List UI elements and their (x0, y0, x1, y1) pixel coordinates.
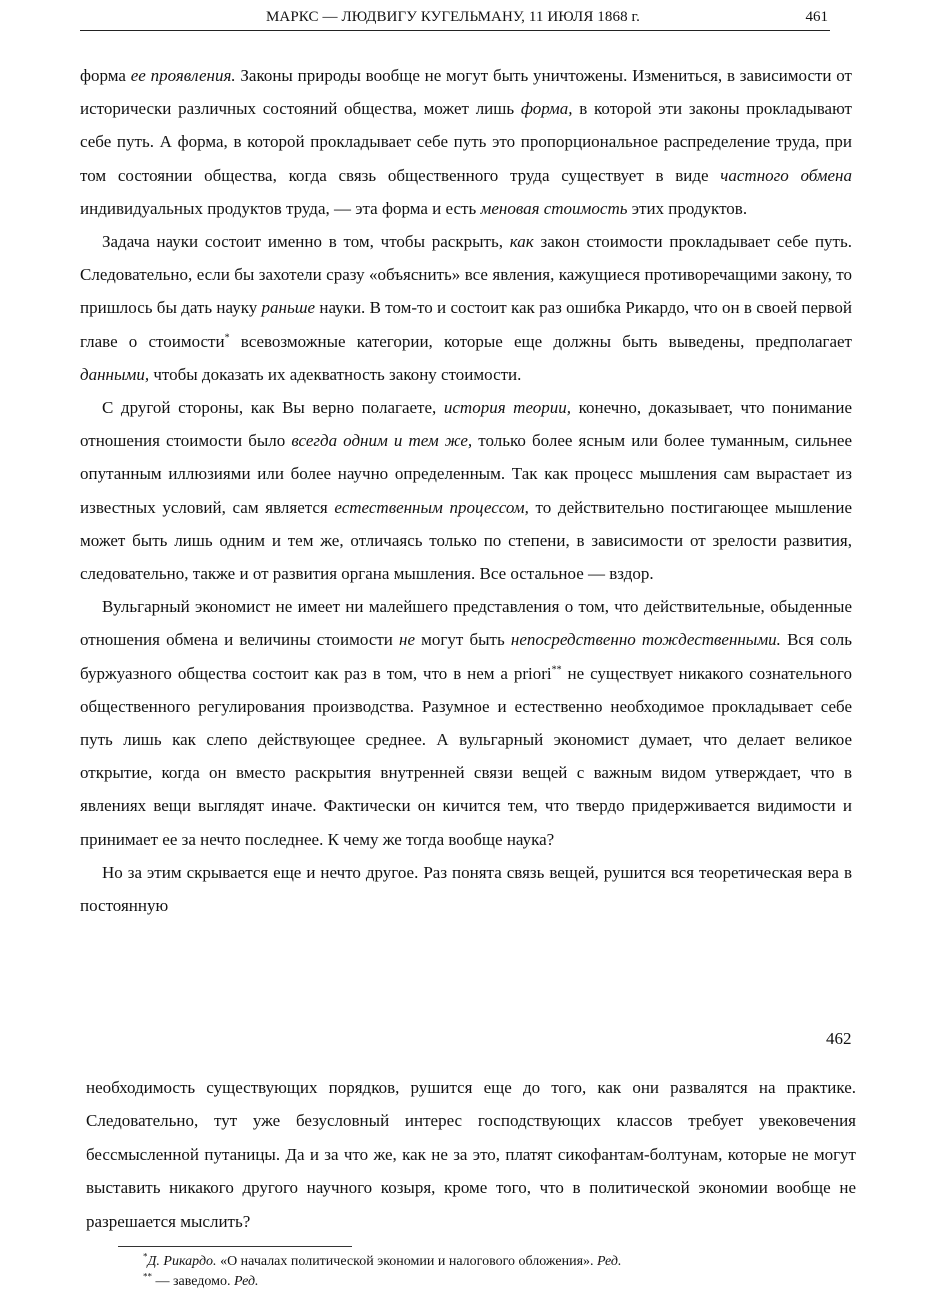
footnote-2 (143, 1272, 622, 1292)
editor-mark: Ред. (234, 1274, 259, 1289)
emphasis: естественным процессом, (334, 497, 529, 517)
text-run: всевозможные категории, которые еще должны быть выведены, предполагает (229, 331, 852, 351)
text-run: С другой стороны, как Вы верно полагаете, (102, 398, 444, 418)
emphasis: как (509, 232, 534, 252)
text-run: Вульгарный экономист не имеет ни малейшего представления о том, что действительные, обыденные отношения обмена и величины стоимости (80, 597, 852, 650)
footnote-text: — заведомо. (152, 1274, 235, 1289)
paragraph-4 (80, 590, 852, 856)
running-title: МАРКС — ЛЮДВИГУ КУГЕЛЬМАНУ, 11 ИЮЛЯ 1868 г. (266, 9, 640, 25)
text-run: необходимость существующих порядков, рушится еще до того, как они развалятся на практике. Следовательно, тут уже безусловный интерес господствующих классов требует увековечения бессмысленной путаницы. Да и за что же, как не за это, платят сикофантам-болтунам, которые не могут выставить никакого другого научного козыря, кроме того, что в политической экономии вообще не разрешается мыслить? (86, 1078, 856, 1231)
editor-mark: Ред. (597, 1254, 622, 1269)
continued-text (86, 1071, 856, 1238)
text-run: в которой эти законы прокладывают себе путь. А форма, в которой прокладывает себе путь это пропорциональное распределение труда, при том состоянии общества, когда связь общественного труда существует в виде (80, 99, 852, 185)
emphasis: меновая стоимость (480, 198, 628, 218)
emphasis: непосредственно тождественными. (510, 630, 781, 650)
page-number: 461 (805, 9, 828, 25)
paragraph-1 (80, 59, 852, 225)
footnote-mark: ** (143, 1271, 152, 1282)
text-run: форма (80, 66, 131, 85)
footnote-ref-2[interactable]: ** (551, 664, 562, 675)
main-text (80, 59, 852, 922)
text-run: то действительно постигающее мышление может быть лишь одним и тем же, отличаясь только по степени, в зависимости от зрелости развития, следовательно, также и от развития органа мышления. Все остальное — вздор. (80, 497, 853, 584)
text-run: науки. В том-то и состоит как раз ошибка Рикардо, что он в своей первой главе о стоимости (80, 298, 852, 351)
text-run: только более ясным или более туманным, сильнее опутанным иллюзиями или более научно определенным. Так как процесс мышления сам вырастает из известных условий, сам является (80, 431, 853, 517)
text-run: не существует никакого сознательного общественного регулирования производства. Разумное и естественно необходимое прокладывает себе путь лишь как слепо действующее среднее. А вульгарный экономист думает, что делает великое открытие, когда он вместо раскрытия внутренней связи вещей с важным видом утверждает, что в явлениях вещи выглядят иначе. Фактически он кичится тем, что твердо придерживается видимости и принимает ее за нечто последнее. К чему же тогда вообще наука? (80, 663, 852, 849)
footnote-1 (143, 1252, 622, 1272)
text-run: Но за этим скрывается еще и нечто другое. Раз понята связь вещей, рушится вся теоретическая вера в постоянную (80, 862, 852, 916)
footnote-divider (118, 1246, 352, 1247)
emphasis: не (399, 630, 416, 650)
paragraph-6 (86, 1071, 856, 1238)
text-run: этих продуктов. (627, 198, 748, 218)
emphasis: ее проявления. (130, 66, 236, 85)
footnotes (143, 1252, 622, 1292)
text-run: Законы природы вообще не могут быть уничтожены. Измениться, в зависимости от исторически различных состояний общества, может лишь (80, 66, 852, 119)
paragraph-2 (80, 225, 852, 391)
emphasis: история теории, (443, 398, 572, 418)
running-head (80, 8, 830, 31)
text-run: Задача науки состоит именно в том, чтобы раскрыть, (102, 232, 510, 252)
footnote-ref-1[interactable]: * (224, 331, 230, 343)
text-run: могут быть (415, 630, 511, 650)
emphasis: форма, (520, 99, 573, 119)
text-run: Вся соль буржуазного общества состоит как раз в том, что в нем a priori (80, 630, 852, 683)
text-run: индивидуальных продуктов труда, — эта форма и есть (80, 198, 481, 218)
paragraph-5 (80, 856, 852, 922)
text-run: закон стоимости прокладывает себе путь. Следовательно, если бы захотели сразу «объяснить» все явления, кажущиеся противоречащими закону, то пришлось бы дать науку (80, 232, 852, 318)
emphasis: данными, (80, 364, 150, 384)
emphasis: раньше (261, 298, 316, 318)
footnote-author: Д. Рикардо. (147, 1254, 217, 1269)
footnote-mark: * (143, 1251, 148, 1262)
text-run: чтобы доказать их адекватность закону стоимости. (149, 364, 522, 384)
footnote-text: «О началах политической экономии и налогового обложения». (216, 1254, 598, 1269)
page-break-number: 462 (826, 1029, 852, 1048)
emphasis: всегда одним и тем же, (291, 431, 473, 451)
text-run: конечно, доказывает, что понимание отношения стоимости было (80, 398, 853, 451)
emphasis: частного обмена (720, 165, 852, 185)
paragraph-3 (80, 391, 852, 590)
